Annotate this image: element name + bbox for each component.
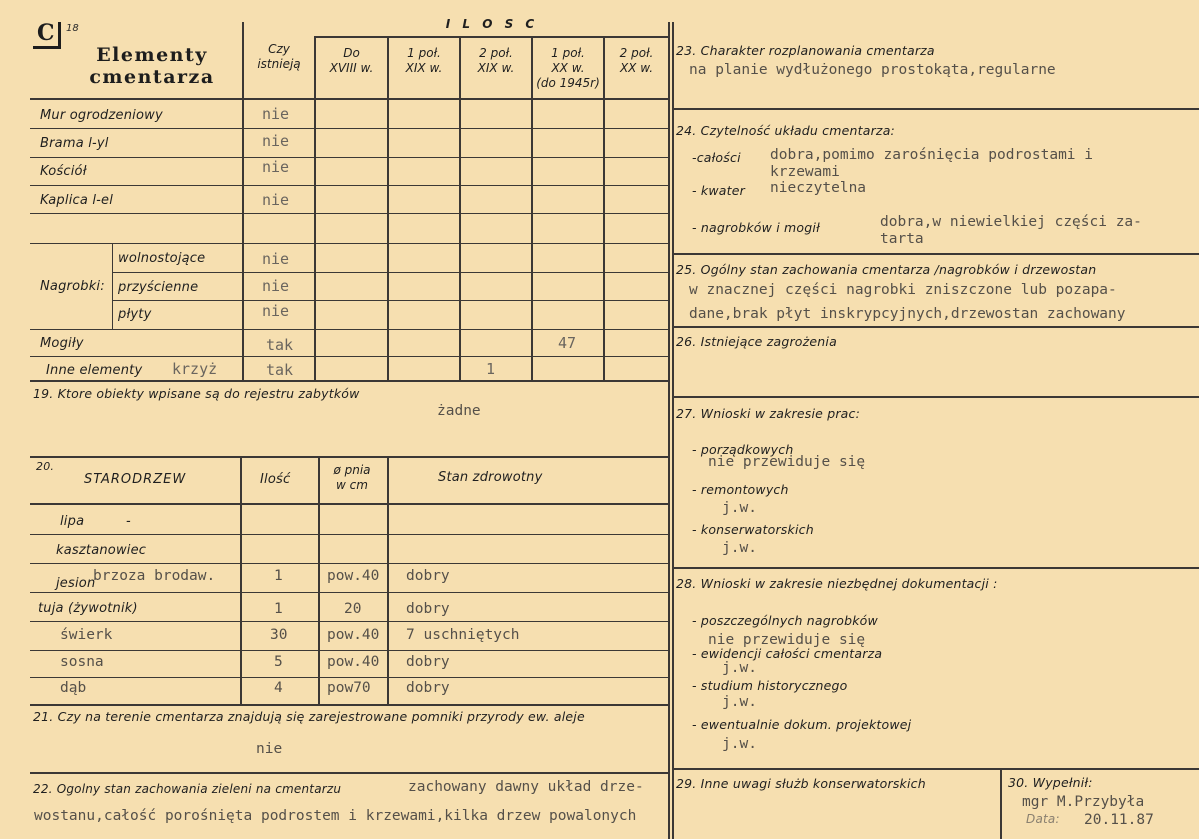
- row-label-kaplica: Kaplica l-el: [40, 193, 114, 208]
- q25-line1: w znacznej części nagrobki zniszczone lub pozapa-: [689, 282, 1117, 298]
- row-label-plyty: płyty: [118, 307, 152, 322]
- q27-remontowych-answer: j.w.: [722, 500, 757, 516]
- q27-porzadkowych-label: - porządkowych: [692, 442, 794, 457]
- row-label-wolnostojace: wolnostojące: [118, 251, 206, 266]
- row-label-brama: Brama l-yl: [40, 136, 109, 151]
- period-header: [461, 46, 531, 76]
- q30-data-label: Data:: [1026, 812, 1060, 826]
- q28-b-answer: j.w.: [722, 660, 757, 676]
- rule: [112, 243, 113, 329]
- q28-label: 28. Wnioski w zakresie niezbędnej dokumentacji :: [676, 576, 998, 591]
- q30-date: 20.11.87: [1084, 812, 1154, 828]
- rule: [672, 567, 1199, 569]
- q22-answer-line2: wostanu,całość porośnięta podrostem i krzewami,kilka drzew powalonych: [34, 808, 637, 824]
- row-label-kosciol: Kościół: [40, 164, 87, 179]
- rule: [30, 534, 670, 535]
- rule: [30, 563, 670, 564]
- rule: [30, 356, 670, 357]
- rule: [112, 300, 670, 301]
- row-exists-inne: tak: [266, 361, 294, 379]
- period-header: [389, 46, 459, 76]
- col-exists-line1: Czy: [268, 42, 290, 56]
- tree-species: dąb: [60, 680, 87, 696]
- q27-remontowych-label: - remontowych: [692, 482, 789, 497]
- q27-konserwatorskich-label: - konserwatorskich: [692, 522, 814, 537]
- q20-header-diam: [320, 463, 384, 493]
- period-header: [533, 46, 603, 91]
- q23-answer: na planie wydłużonego prostokąta,regularne: [689, 62, 1056, 78]
- tree-lipa-dash: -: [126, 514, 131, 529]
- q20-header-health: Stan zdrowotny: [438, 470, 543, 485]
- q23-label: 23. Charakter rozplanowania cmentarza: [676, 43, 935, 58]
- card-letter: C: [37, 20, 55, 46]
- q19-label: 19. Ktore obiekty wpisane są do rejestru zabytków: [33, 386, 360, 401]
- period-line: (do 1945r): [536, 76, 600, 90]
- q29-label: 29. Inne uwagi służb konserwatorskich: [676, 776, 926, 791]
- period-line: 1 poł.: [551, 46, 585, 60]
- rule: [30, 650, 670, 651]
- rule: [30, 185, 670, 186]
- q24-kwater-answer: nieczytelna: [770, 180, 867, 196]
- q28-a-label: - poszczególnych nagrobków: [692, 613, 878, 628]
- col-exists-line2: istnieją: [257, 57, 301, 71]
- row-label-mur: Mur ogrodzeniowy: [40, 108, 163, 123]
- col-exists-header: [244, 42, 314, 72]
- row-label-przyscienne: przyścienne: [118, 280, 199, 295]
- row-exists-mur: nie: [262, 105, 290, 123]
- q28-b-label: - ewidencji całości cmentarza: [692, 646, 883, 661]
- rule: [30, 503, 670, 505]
- rule: [672, 22, 674, 839]
- tree-health: dobry: [406, 568, 450, 584]
- tree-qty: 5: [274, 654, 283, 670]
- period-line: XVIII w.: [329, 61, 374, 75]
- tree-diam: pow.40: [327, 654, 380, 670]
- period-header: [605, 46, 668, 76]
- q22-answer-line1: zachowany dawny układ drze-: [408, 779, 644, 795]
- rule: [30, 380, 670, 382]
- tree-label-lipa: lipa: [60, 514, 85, 529]
- q28-d-answer: j.w.: [722, 736, 757, 752]
- rule: [672, 768, 1199, 770]
- card-letter-sup: 18: [66, 23, 79, 34]
- tree-diam: 20: [344, 601, 362, 617]
- tree-species: brzoza brodaw.: [93, 568, 216, 584]
- tree-label-tuja: tuja (żywotnik): [38, 601, 138, 616]
- q24-nagrobkow-line1: dobra,w niewielkiej części za-: [880, 214, 1142, 230]
- tree-diam: pow.40: [327, 568, 380, 584]
- tree-diam: pow70: [327, 680, 371, 696]
- period-line: 1 poł.: [407, 46, 441, 60]
- tree-species: świerk: [60, 627, 113, 643]
- tree-health: dobry: [406, 601, 450, 617]
- rule: [672, 326, 1199, 328]
- q28-c-answer: j.w.: [722, 694, 757, 710]
- period-line: Do: [343, 46, 360, 60]
- period-line: XX w.: [551, 61, 585, 75]
- rule: [30, 621, 670, 622]
- period-line: 2 poł.: [619, 46, 654, 60]
- row-extra-inne: krzyż: [172, 360, 218, 378]
- q25-label: 25. Ogólny stan zachowania cmentarza /nagrobków i drzewostan: [676, 262, 1097, 277]
- q21-label: 21. Czy na terenie cmentarza znajdują się zarejestrowane pomniki przyrody ew. aleje: [33, 709, 585, 724]
- q25-line2: dane,brak płyt inskrypcyjnych,drzewostan zachowany: [689, 306, 1126, 322]
- rule: [30, 704, 670, 706]
- tree-health: dobry: [406, 654, 450, 670]
- period-line: XIX w.: [405, 61, 443, 75]
- tree-qty: 1: [274, 568, 283, 584]
- rule: [30, 592, 670, 593]
- rule: [318, 456, 320, 704]
- row-exists-wolnostojace: nie: [262, 250, 290, 268]
- q28-c-label: - studium historycznego: [692, 678, 848, 693]
- rule: [668, 456, 670, 839]
- tree-diam: pow.40: [327, 627, 380, 643]
- rule: [672, 108, 1199, 110]
- q28-a-answer: nie przewiduje się: [708, 632, 866, 648]
- tree-qty: 1: [274, 601, 283, 617]
- rule: [242, 22, 244, 380]
- tree-health: 7 uschniętych: [406, 627, 520, 643]
- rule: [30, 329, 670, 330]
- rule: [314, 36, 670, 38]
- row-exists-kaplica: nie: [262, 191, 290, 209]
- rule: [668, 22, 670, 458]
- row-label-mogily: Mogiły: [40, 336, 84, 351]
- rule: [30, 157, 670, 158]
- rule: [30, 128, 670, 129]
- card-title-line2: cmentarza: [89, 66, 215, 88]
- period-line: XIX w.: [477, 61, 515, 75]
- period-line: 2 poł.: [479, 46, 513, 60]
- q27-konserwatorskich-answer: j.w.: [722, 540, 757, 556]
- row-exists-kosciol: nie: [262, 158, 290, 176]
- q21-answer: nie: [256, 741, 283, 757]
- q22-label: 22. Ogolny stan zachowania zieleni na cmentarzu: [33, 782, 342, 796]
- rule: [30, 213, 670, 214]
- row-exists-plyty: nie: [262, 302, 290, 320]
- rule: [30, 677, 670, 678]
- row-exists-mogily: tak: [266, 336, 294, 354]
- period-line: XX w.: [619, 61, 654, 75]
- rule: [240, 456, 242, 704]
- q24-kwater-label: - kwater: [692, 183, 745, 198]
- quantity-header: I L O S C: [445, 17, 539, 31]
- q24-calosci-label: -całości: [692, 150, 741, 165]
- rule: [30, 243, 670, 244]
- q20-header-diam-line: ø pnia: [333, 463, 371, 477]
- rule: [672, 253, 1199, 255]
- q20-num: 20.: [36, 460, 55, 473]
- q28-d-label: - ewentualnie dokum. projektowej: [692, 717, 912, 732]
- rule: [1000, 768, 1002, 839]
- tree-species: sosna: [60, 654, 104, 670]
- rule: [30, 98, 670, 100]
- q30-name: mgr M.Przybyła: [1022, 794, 1145, 810]
- row-count-inne: 1: [486, 360, 496, 378]
- rule: [672, 396, 1199, 398]
- q27-porzadkowych-answer: nie przewiduje się: [708, 454, 866, 470]
- q30-label: 30. Wypełnił:: [1008, 775, 1093, 790]
- q20-header-qty: Ilość: [260, 472, 291, 487]
- q27-label: 27. Wnioski w zakresie prac:: [676, 406, 861, 421]
- tree-label-jesion: jesion: [56, 576, 96, 591]
- row-exists-przyscienne: nie: [262, 277, 290, 295]
- row-count-mogily: 47: [558, 334, 577, 352]
- q26-label: 26. Istniejące zagrożenia: [676, 334, 837, 349]
- period-header: [316, 46, 387, 76]
- rule: [387, 456, 389, 704]
- row-exists-brama: nie: [262, 132, 290, 150]
- tree-health: dobry: [406, 680, 450, 696]
- tree-label-kasztanowiec: kasztanowiec: [56, 543, 147, 558]
- q20-header-name: STARODRZEW: [84, 472, 187, 487]
- tree-qty: 4: [274, 680, 283, 696]
- q24-label: 24. Czytelność układu cmentarza:: [676, 123, 895, 138]
- card-title: [62, 44, 242, 88]
- card-title-line1: Elementy: [96, 44, 208, 66]
- q24-calosci-line1: dobra,pomimo zarośnięcia podrostami i: [770, 147, 1094, 163]
- q20-header-diam-line: w cm: [336, 478, 368, 492]
- rule: [112, 272, 670, 273]
- row-label-inne: Inne elementy: [46, 363, 143, 378]
- q24-nagrobkow-label: - nagrobków i mogił: [692, 220, 820, 235]
- q24-calosci-line2: krzewami: [770, 164, 840, 180]
- row-label-nagrobki: Nagrobki:: [40, 279, 105, 294]
- q19-answer: żadne: [437, 403, 481, 419]
- tree-qty: 30: [270, 627, 288, 643]
- rule: [30, 456, 670, 458]
- q24-nagrobkow-line2: tarta: [880, 231, 924, 247]
- rule: [30, 772, 670, 774]
